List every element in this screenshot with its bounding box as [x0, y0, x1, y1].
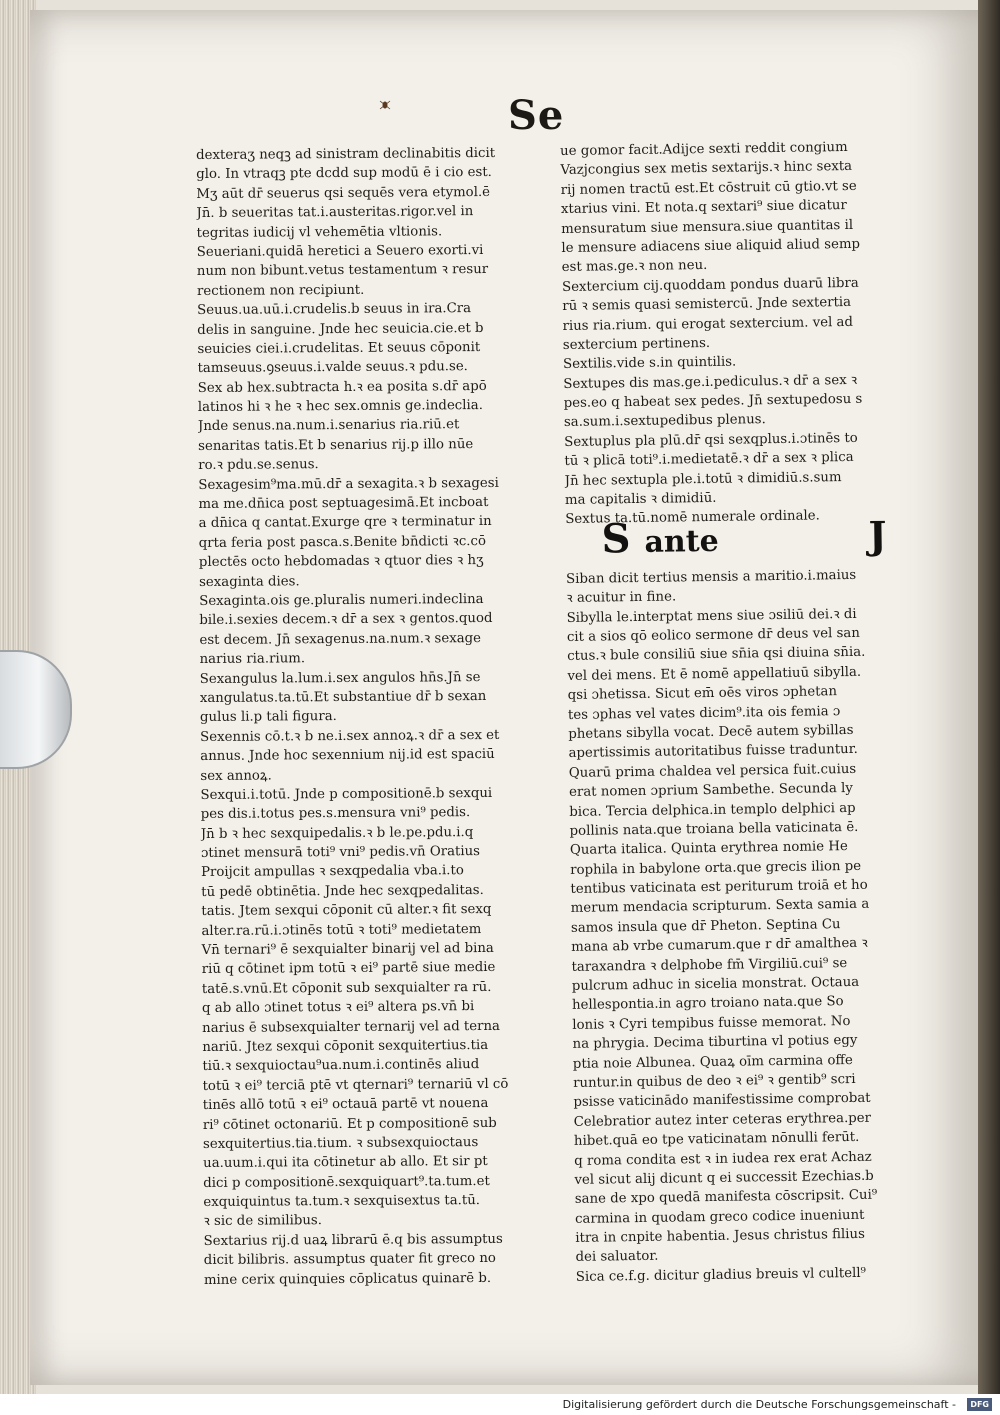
text-line: tatis. Jtem sexqui cōponit cū alter.ꝛ fit sexq — [201, 902, 492, 920]
text-line: ptia noie Albunea. Quaꝝ oīm carmina offe — [572, 1052, 853, 1072]
text-line: Sexaginta.ois ge.pluralis numeri.indeclina — [199, 591, 484, 609]
text-line: tū pedē obtinētia. Jnde hec sexqpedalitas. — [201, 882, 484, 900]
text-line: mana ab vrbe cumarum.que r dr̄ amalthea ꝛ — [571, 936, 868, 956]
text-line: Sextercium cij.quoddam pondus duarū libra — [561, 275, 859, 295]
section-word: ante — [644, 523, 719, 560]
text-line: pes dis.i.totus pes.s.mensura vni⁹ pedis. — [200, 805, 471, 823]
text-line: dexteraʒ neqꝫ ad sinistram declinabitis dicit — [196, 145, 496, 163]
text-line: a dn̄ica q cantat.Exurge qre ꝛ terminatur in — [198, 514, 492, 532]
text-line: q ab allo ɔtinet totus ꝛ ei⁹ altera ps.vn̄ bi — [201, 999, 475, 1017]
text-line: exquiquintus ta.tum.ꝛ sexquisextus ta.tū. — [203, 1193, 481, 1211]
text-line: seuicies ciei.i.crudelitas. Et seuus cōponit — [197, 339, 481, 357]
text-line: Sextupes dis mas.ge.i.pediculus.ꝛ dr̄ a sex ꝛ — [563, 372, 858, 392]
text-line: tamseuus.ꝯseuus.i.valde seuus.ꝛ pdu.se. — [197, 359, 468, 377]
dfg-logo: DFG — [967, 1398, 992, 1411]
text-line: latinos hi ꝛ he ꝛ hec sex.omnis ge.indeclia. — [197, 398, 483, 416]
text-line: xtarius vini. Et nota.q sextari⁹ siue dicatur — [560, 198, 847, 218]
text-line: mensuratum siue mensura.siue quantitas il — [561, 217, 854, 237]
text-line: merum mendacia scripturum. Sexta samia a — [570, 897, 870, 917]
text-line: Quarū prima chaldea vel persica fuit.cuius — [568, 761, 857, 781]
text-line: lonis ꝛ Cyri tempibus fuisse memorat. No — [572, 1013, 851, 1033]
text-line: sextercium pertinens. — [562, 335, 711, 353]
text-line: ue gomor facit.Adijce sexti reddit congium — [560, 139, 848, 159]
text-line: Sica ce.f.g. dicitur gladius breuis vl cultell⁹ — [575, 1265, 867, 1285]
text-line: tiū.ꝛ sexquioctau⁹ua.num.i.continēs aliud — [202, 1057, 480, 1075]
text-line: tentibus vaticinata est periturum troiā et ho — [570, 877, 868, 897]
text-line: bica. Tercia delphica.in templo delphici ap — [569, 800, 856, 820]
text-line: Seuus.ua.uū.i.crudelis.b seuus in ira.Cra — [197, 301, 472, 319]
section-letter-second: J — [868, 512, 887, 558]
text-line: ꝛ sic de similibus. — [203, 1213, 323, 1230]
text-line: pulcrum adhuc in sicelia monstrat. Octaua — [571, 974, 860, 994]
running-head: Se — [508, 92, 565, 139]
text-line: tinēs allō totū ꝛ ei⁹ octauā partē vt nouena — [202, 1096, 489, 1114]
text-line: Jn̄. b seueritas tat.i.austeritas.rigor.vel in — [196, 204, 474, 222]
text-line: totū ꝛ ei⁹ terciā ptē vt qternari⁹ ternariū vl cō — [202, 1076, 509, 1094]
text-line: Sexqui.i.totū. Jnde p compositionē.b sexqui — [200, 785, 493, 803]
text-line: qsi ɔhetissa. Sicut em̄ oēs viros ɔphetan — [567, 684, 838, 704]
text-line: tū ꝛ plicā toti⁹.i.medietatē.ꝛ dr̄ a sex ꝛ plica — [564, 450, 854, 470]
text-line: tes ɔphas vel vates dicim⁹.ita ois femia ɔ — [567, 703, 841, 723]
text-line: riū q cōtinet ipm totū ꝛ ei⁹ partē siue medie — [201, 960, 496, 978]
text-line: phetans sibylla vocat. Decē autem sybillas — [568, 722, 854, 742]
text-line: ctus.ꝛ bule consiliū siue sn̄ia qsi diuina sn̄ia. — [567, 645, 866, 665]
text-line: hibet.quā eo tpe vaticinatam nōnulli ferūt. — [573, 1130, 860, 1150]
text-line: vel dei mens. Et ē nomē appellatiuū sibylla. — [567, 664, 862, 684]
text-line: xangulatus.ta.tū.Et substantiue dr̄ b sexan — [199, 688, 487, 706]
text-line: le mensure adiacens siue aliquid aliud semp — [561, 236, 861, 256]
text-line: pollinis nata.que troiana bella vaticinata ē. — [569, 819, 859, 839]
text-line: bile.i.sexies decem.ꝛ dr̄ a sex ꝛ gentos.quod — [199, 611, 493, 629]
text-line: Sexangulus la.lum.i.sex angulos hn̄s.Jn̄ se — [199, 669, 481, 687]
text-line: itra in cnpite habentia. Jesus christus filius — [575, 1226, 865, 1246]
text-line: psisse vaticinādo manifestissime comprobat — [573, 1091, 871, 1111]
text-line: ua.uum.i.qui ita cōtinetur ab allo. Et sir pt — [203, 1154, 488, 1172]
text-line: rij nomen tractū est.Et cōstruit cū gtio.vt se — [560, 178, 857, 198]
text-line: dicit bilibris. assumptus quater fit greco no — [203, 1251, 496, 1269]
text-line: Sex ab hex.subtracta h.ꝛ ea posita s.dr̄ apō — [197, 378, 487, 396]
text-line: vel sicut alij dicunt q ei successit Ezechias.b — [574, 1168, 874, 1188]
text-line: Vazjcongius sex metis sextarijs.ꝛ hinc sexta — [560, 159, 853, 179]
text-line: ꝛ acuitur in fine. — [566, 589, 677, 607]
text-line: Vn̄ ternari⁹ ē sexquialter binarij vel ad bina — [201, 940, 494, 958]
text-line: Sibylla le.interptat mens siue ɔsiliū dei.ꝛ di — [566, 606, 857, 626]
text-line: erat nomen ɔprium Sambethe. Secunda ly — [568, 781, 853, 801]
right-column — [560, 137, 936, 1287]
text-line: ri⁹ cōtinet octonariū. Et p compositionē sub — [202, 1115, 497, 1133]
footer-bar — [0, 1394, 1000, 1415]
text-line: Celebratior autez inter ceteras erythrea.per — [573, 1110, 872, 1130]
text-line: apertissimis autoritatibus fuisse traduntur. — [568, 742, 858, 762]
text-line: delis in sanguine. Jnde hec seuicia.cie.et b — [197, 320, 484, 338]
text-line: rius ria.rium. qui erogat sextercium. vel ad — [562, 314, 854, 334]
text-line: Mʒ aūt dr̄ seuerus qsi sequēs vera etymol.ē — [196, 184, 491, 202]
text-line: Jn̄ b ꝛ hec sexquipedalis.ꝛ b le.pe.pdu.i.q — [200, 824, 474, 842]
text-line: Seueriani.quidā heretici a Seuero exorti.vi — [196, 242, 484, 260]
insect-mark — [378, 98, 392, 112]
text-line: glo. In vtraqꝫ pte dcdd sup modū ē i cio est. — [196, 165, 492, 183]
text-line: taraxandra ꝛ delphobe fm̄ Virgiliū.cui⁹ se — [571, 955, 848, 975]
text-line: alter.ra.rū.i.ɔtinēs totū ꝛ toti⁹ medietatem — [201, 921, 482, 939]
text-line: sexquitertius.tia.tium. ꝛ subsexquioctaus — [202, 1134, 479, 1152]
text-line: Sexagesim⁹ma.mū.dr̄ a sexagita.ꝛ b sexagesi — [198, 475, 499, 493]
text-line: est decem. Jn̄ sexagenus.na.num.ꝛ sexage — [199, 630, 482, 648]
text-line: qrta feria post pasca.s.Benite bn̄dicti ꝛc.cō — [198, 533, 487, 551]
text-line: dici p compositionē.sexquiquart⁹.ta.tum.et — [203, 1173, 490, 1191]
text-line: carmina in quodam greco codice inueniunt — [574, 1207, 865, 1227]
text-line: ma capitalis ꝛ dimidiū. — [564, 490, 717, 508]
text-line: sane de xpo quedā manifesta cōscripsit. Cui⁹ — [574, 1187, 878, 1208]
text-line: rophila in babylone orta.que grecis ilion pe — [570, 858, 862, 878]
right-column-bottom — [566, 565, 936, 1287]
text-line: sex annoꝝ. — [200, 767, 272, 784]
text-line: cit a sios qō eolico sermone dr̄ deus vel san — [566, 625, 860, 645]
binding-shadow — [978, 0, 1000, 1394]
section-letter: S — [601, 514, 631, 563]
text-line: ma me.dn̄ica post septuagesimā.Et incboat — [198, 494, 489, 513]
text-line: senaritas tatis.Et b senarius rij.p illo nūe — [198, 436, 474, 454]
text-line: Sexennis cō.t.ꝛ b ne.i.sex annoꝝ.ꝛ dr̄ a sex et — [200, 727, 500, 745]
text-line: nariū. Jtez sexqui cōponit sexquitertius.tia — [202, 1037, 489, 1055]
text-line: narius ria.rium. — [199, 651, 306, 668]
text-line: rū ꝛ semis quasi semistercū. Jnde sextertia — [562, 295, 852, 315]
text-line: gulus li.p tali figura. — [199, 709, 337, 726]
text-line: Sextus ta.tū.nomē numerale ordinale. — [565, 508, 820, 528]
text-line: ɔtinet mensurā toti⁹ vni⁹ pedis.vn̄ Oratius — [200, 844, 481, 862]
text-line: est mas.ge.ꝛ non neu. — [561, 258, 708, 276]
left-column — [196, 144, 554, 1290]
text-line: Siban dicit tertius mensis a maritio.i.maius — [566, 567, 857, 587]
text-line: mine cerix quinquies cōplicatus quinarē b. — [203, 1270, 492, 1288]
text-line: runtur.in quibus de deo ꝛ ei⁹ ꝛ gentib⁹ scri — [573, 1071, 856, 1091]
text-line: rectionem non recipiunt. — [196, 282, 365, 299]
text-line: num non bibunt.vetus testamentum ꝛ resur — [196, 262, 489, 280]
text-line: Jn̄ hec sextupla ple.i.totū ꝛ dimidiū.s.sum — [564, 469, 842, 489]
text-line: samos insula que dr̄ Pheton. Septina Cu — [570, 917, 841, 936]
text-line: hellespontia.in agro troiano nata.que So — [571, 994, 844, 1014]
text-line: tegritas iudicij vl vehemētia vltionis. — [196, 223, 443, 241]
text-line: na phrygia. Decima tiburtina vl potius egy — [572, 1033, 858, 1053]
text-line: Sextuplus pla plū.dr̄ qsi sexqplus.i.ɔtinēs to — [564, 430, 858, 450]
text-line: Sextilis.vide s.in quintilis. — [563, 354, 737, 373]
footer-credit: Digitalisierung gefördert durch die Deutsche Forschungsgemeinschaft - — [562, 1398, 956, 1411]
text-line: plectēs octo hebdomadas ꝛ qtuor dies ꝛ hʒ — [198, 553, 484, 571]
text-line: Jnde senus.na.num.i.senarius ria.riū.et — [197, 417, 460, 435]
right-column-top — [560, 137, 925, 530]
text-line: sa.sum.i.sextupedibus plenus. — [563, 412, 766, 431]
text-line: narius ē subsexquialter ternarij vel ad terna — [202, 1018, 501, 1036]
text-line: ro.ꝛ pdu.se.senus. — [198, 457, 319, 474]
text-line: annus. Jnde hoc sexennium nij.id est spaciū — [200, 747, 495, 765]
text-line: q roma condita est ꝛ in iudea rex erat Achaz — [574, 1149, 872, 1169]
text-line: Sextarius rij.d uaꝝ librarū ē.q bis assumptus — [203, 1231, 503, 1249]
text-line: sexaginta dies. — [198, 573, 300, 590]
text-line: Quarta italica. Quinta erythrea nomie He — [569, 839, 848, 859]
text-line: dei saluator. — [575, 1249, 659, 1266]
text-line: pes.eo q habeat sex pedes. Jn̄ sextupedosu s — [563, 391, 863, 412]
text-line: tatē.s.vnū.Et cōponit sub sexquialter ra rū. — [201, 979, 492, 997]
text-line: Proijcit ampullas ꝛ sexqpedalia vba.i.to — [201, 863, 464, 881]
